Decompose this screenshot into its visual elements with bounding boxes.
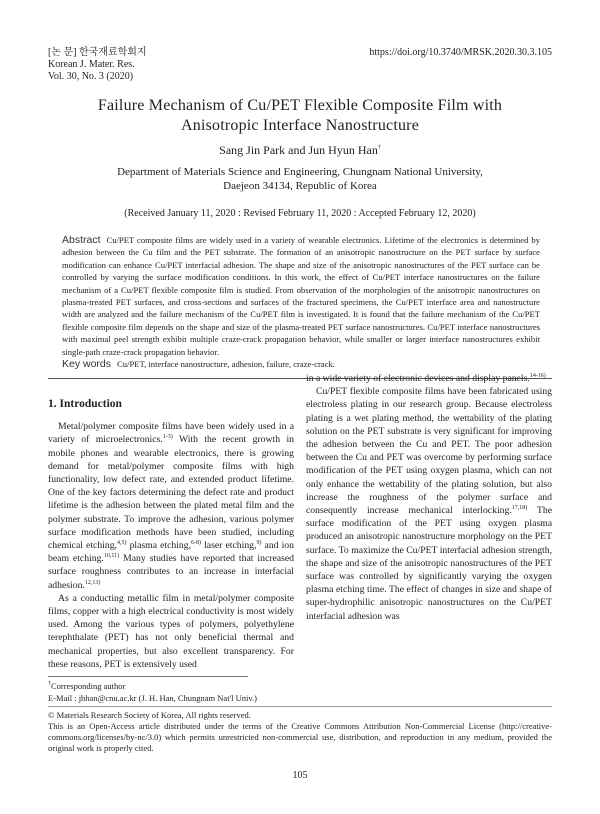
journal-header — [48, 47, 147, 83]
citation: 14-16) — [529, 372, 546, 379]
title-line-1: Failure Mechanism of Cu/PET Flexible Composite Film with — [97, 97, 503, 114]
citation: 4,5) — [116, 539, 127, 546]
page-number: 105 — [292, 770, 308, 781]
journal-name-korean: [논 문] 한국재료학회지 — [48, 47, 147, 58]
section-heading: 1. Introduction — [48, 398, 122, 410]
citation: 9) — [256, 539, 262, 546]
citation: 12,13) — [84, 579, 101, 586]
footnote-corresponding — [48, 681, 125, 692]
citation: 10,11) — [103, 553, 120, 559]
paragraph — [306, 385, 552, 623]
text-run: and ion beam etching. — [48, 540, 294, 565]
footnote-divider — [48, 676, 248, 677]
paragraph: As a conducting metallic film in metal/polymer composite films, copper with a high electrical conductivity is most widely used. Among the various types of polymers, polyethylene terephthalate (PET) has not only beneficial thermal and mechanical properties, but also excellent transparency. For these reasons, PET is extensively used — [48, 592, 294, 670]
corresponding-mark: † — [377, 145, 381, 151]
citation: 17,18) — [511, 504, 528, 511]
citation: 1-3) — [162, 434, 173, 441]
affiliation — [0, 165, 600, 193]
paper-title — [0, 96, 600, 136]
left-column — [48, 398, 294, 671]
title-line-2: Anisotropic Interface Nanostructure — [180, 117, 419, 134]
citation: 6-8) — [191, 539, 202, 546]
footnote-mark: † — [48, 681, 51, 688]
keywords-label: Key words — [62, 358, 112, 370]
text-run: Many studies have reported that increased surface roughness contributes to an increase in interfacial adhesion. — [48, 553, 294, 591]
footnote-text: Corresponding author — [51, 681, 126, 691]
abstract-label: Abstract — [62, 234, 101, 246]
text-run: plasma etching, — [126, 540, 192, 552]
text-run: in a wide variety of electronic devices and display panels. — [306, 373, 530, 384]
abstract — [62, 234, 540, 358]
text-run: The surface modification of the PET using oxygen plasma produced an anisotropic nanostructure morphology on the PET surface. To maximize the Cu/PET interfacial adhesion strength, the shape and size of the anisotropic nanostructures of the PET surface was controlled by significantly varying the oxygen plasma etching time. The effect of changes in size and shape of super-hydrophilic anisotropic nanostructures on the Cu/PET interfacial adhesion was — [306, 505, 552, 622]
copyright: © Materials Research Society of Korea, All rights reserved. — [48, 710, 251, 720]
paragraph — [48, 420, 294, 592]
abstract-text: Cu/PET composite films are widely used in a variety of wearable electronics. Lifetime of the electronics is determined by adhesion between the Cu film and the PET substrate. The formation of an anisotropic nanostructure on the PET surface by surface modification can enhance Cu/PET interfacial adhesion. The shape and size of the anisotropic nanostructures of the PET surface can be controlled by varying the surface modification conditions. In this work, the effect of Cu/PET interface nanostructures on the failure mechanism of a Cu/PET flexible composite film is studied. From observation of the morphologies of the anisotropic nanostructures on plasma-treated PET surfaces, and cross-sections and surfaces of the fractured specimens, the Cu/PET interface area and nanostructure width are analyzed and the failure mechanism of the Cu/PET film is investigated. It is found that the failure mechanism of the Cu/PET flexible composite film depends on the shape and size of the plasma-treated PET surface nanostructures. Cu/PET interface nanostructures with maximal peel strength exhibit multiple craze-crack propagation behavior, while smaller or larger interface nanostructures exhibit single-path craze-crack propagation behavior. — [62, 235, 540, 357]
right-column — [306, 372, 552, 623]
affiliation-line-1: Department of Materials Science and Engineering, Chungnam National University, — [117, 166, 483, 178]
text-run: Metal/polymer composite films have been widely used in a variety of microelectronics. — [48, 421, 294, 446]
text-run: With the recent growth in mobile phones and wearable electronics, there is growing demand for metal/polymer composite films with high functionality, low defect rate, and extended product lifetime. One of the key factors determining the defect rate and product lifetime is the adhesion between the plated metal film and the polymer substrate. To improve the adhesion, various polymer surface modification methods have been studied, including chemical etching, — [48, 434, 294, 552]
journal-volume: Vol. 30, No. 3 (2020) — [48, 71, 134, 82]
authors — [0, 143, 600, 158]
text-run: Cu/PET flexible composite films have been fabricated using electroless plating in our research group. Because electroless plating is a wet plating method, the wettability of the plating solution on the PET substrate is very significant for improving the adhesion between the Cu and PET. The poor adhesion between the Cu and PET was overcome by performing surface modification of the PET using oxygen plasma, which can not only enhance the wettability of the plating solution, but also increase the roughness of the polymer surface and consequently increase mechanical interlocking. — [306, 386, 552, 517]
keywords — [62, 358, 540, 370]
journal-abbrev: Korean J. Mater. Res. — [48, 59, 135, 70]
footnote-email: E-Mail : jhhan@cnu.ac.kr (J. H. Han, Chungnam Nat'l Univ.) — [48, 693, 257, 703]
received-dates: (Received January 11, 2020 : Revised February 11, 2020 : Accepted February 12, 2020) — [124, 208, 476, 219]
doi-link[interactable]: https://doi.org/10.3740/MRSK.2020.30.3.105 — [369, 47, 552, 58]
affiliation-line-2: Daejeon 34134, Republic of Korea — [223, 180, 377, 192]
license-text: This is an Open-Access article distributed under the terms of the Creative Commons Attribution Non-Commercial License (http://creative-commons.org/licenses/by-nc/3.0) which permits unrestricted non-commercial use, distribution, and reproduction in any medium, provided the original work is properly cited. — [48, 721, 552, 753]
author-names: Sang Jin Park and Jun Hyun Han — [219, 143, 378, 157]
license-divider — [48, 706, 552, 707]
text-run: laser etching, — [201, 540, 257, 552]
keywords-text: Cu/PET, interface nanostructure, adhesion, failure, craze-crack. — [117, 359, 335, 369]
paragraph — [306, 372, 552, 385]
